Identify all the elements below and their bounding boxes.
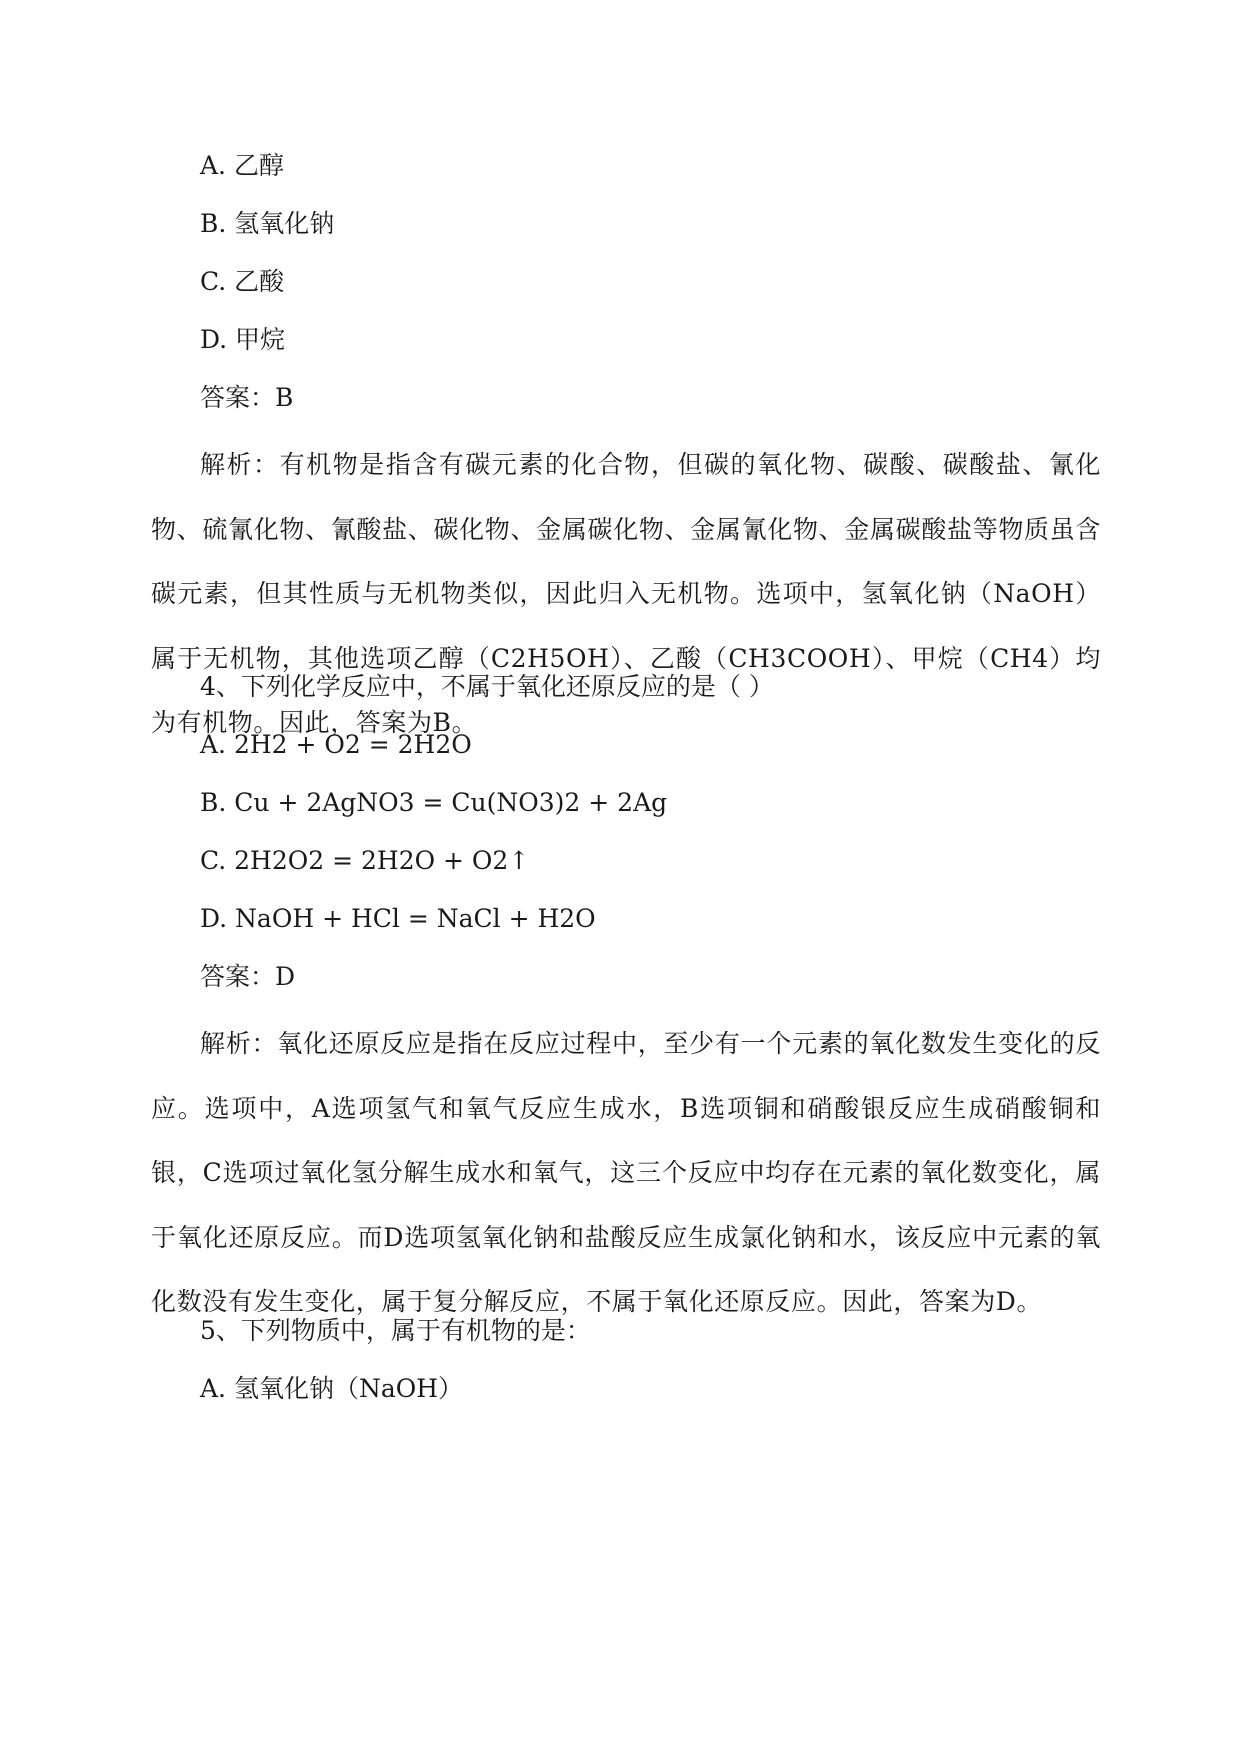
q4-question: 4、下列化学反应中，不属于氧化还原反应的是（ ） [200,672,774,701]
q3-analysis: 解析：有机物是指含有碳元素的化合物，但碳的氧化物、碳酸、碳酸盐、氰化物、硫氰化物、氰酸盐、碳化物、金属碳化物、金属氰化物、金属碳酸盐等物质虽含碳元素，但其性质与无机物类似，因此归入无机物。选项中，氢氧化钠（NaOH）属于无机物，其他选项乙醇（C2H5OH）、乙酸（CH3COOH）、甲烷（CH4）均为有机物。因此，答案为B。 [151,450,1101,737]
q5-option-a: A. 氢氧化钠（NaOH） [200,1374,464,1403]
q3-option-d: D. 甲烷 [200,325,286,354]
q3-option-b: B. 氢氧化钠 [200,209,335,238]
q3-option-c: C. 乙酸 [200,267,285,296]
q4-option-b: B. Cu + 2AgNO3 = Cu(NO3)2 + 2Ag [200,788,668,817]
q4-option-d: D. NaOH + HCl = NaCl + H2O [200,904,596,933]
q4-analysis: 解析：氧化还原反应是指在反应过程中，至少有一个元素的氧化数发生变化的反应。选项中，A选项氢气和氧气反应生成水，B选项铜和硝酸银反应生成硝酸铜和银，C选项过氧化氢分解生成水和氧气，这三个反应中均存在元素的氧化数变化，属于氧化还原反应。而D选项氢氧化钠和盐酸反应生成氯化钠和水，该反应中元素的氧化数没有发生变化，属于复分解反应，不属于氧化还原反应。因此，答案为D。 [151,1029,1101,1316]
q4-answer: 答案：D [200,962,296,991]
q3-option-a: A. 乙醇 [200,151,284,180]
q4-option-a: A. 2H2 + O2 = 2H2O [200,730,472,759]
q3-answer: 答案：B [200,383,294,412]
q4-option-c: C. 2H2O2 = 2H2O + O2↑ [200,846,530,875]
q5-question: 5、下列物质中，属于有机物的是： [200,1316,591,1345]
